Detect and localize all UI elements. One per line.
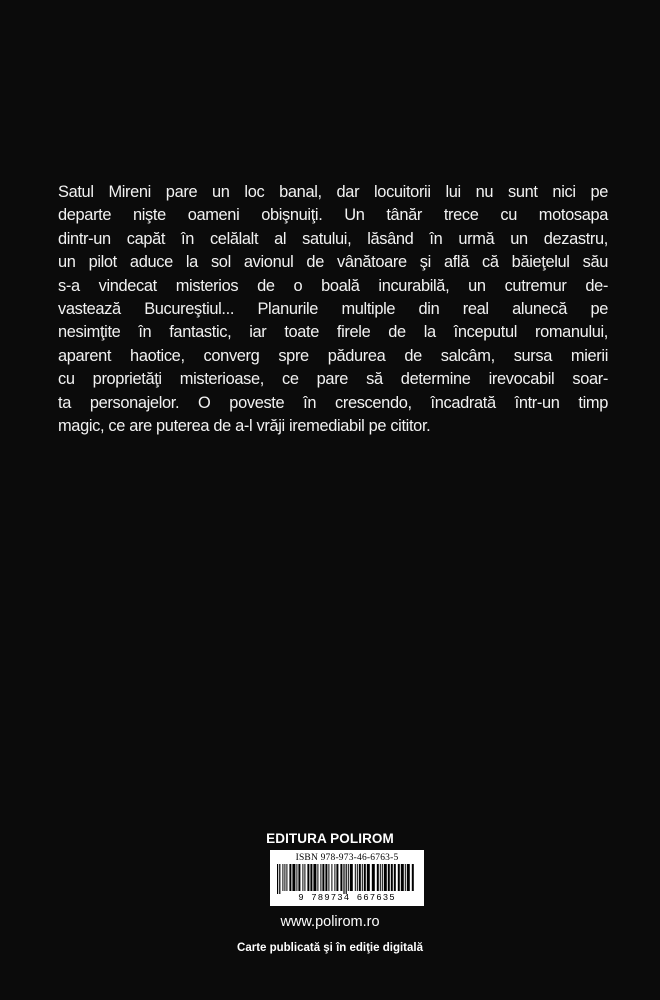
barcode-bar xyxy=(310,864,312,891)
barcode-bar xyxy=(348,864,349,891)
barcode-bar xyxy=(407,864,410,891)
barcode-bar xyxy=(320,864,321,891)
barcode-bar xyxy=(304,864,305,891)
barcode-bar xyxy=(357,864,358,891)
barcode-bar xyxy=(401,864,404,891)
barcode-bar xyxy=(286,864,287,891)
barcode-bar xyxy=(328,864,329,891)
barcode-bar xyxy=(282,864,283,891)
blurb-text xyxy=(58,181,608,438)
barcode-bar xyxy=(382,864,383,891)
blurb-line: nesimţite în fantastic, iar toate firele de la începutul romanului, xyxy=(58,323,608,342)
barcode-bar xyxy=(334,864,335,891)
barcode-bar xyxy=(355,864,356,891)
barcode-bar xyxy=(298,864,300,891)
blurb-line: ta personajelor. O poveste în crescendo, încadrată într-un timp xyxy=(58,393,608,412)
barcode-bar xyxy=(331,864,332,891)
barcode-bar xyxy=(313,864,316,891)
barcode-bar xyxy=(398,864,400,891)
barcode-bar xyxy=(377,864,379,891)
barcode-bar xyxy=(277,864,278,894)
barcode-bar xyxy=(388,864,390,891)
barcode-bar xyxy=(289,864,291,891)
blurb-line: cu proprietăţi misterioase, ce pare să determine irevocabil soar- xyxy=(58,370,608,389)
barcode-bar xyxy=(359,864,361,891)
barcode-bar xyxy=(412,864,414,891)
barcode-bar xyxy=(284,864,285,891)
barcode-digits: 9 789734 667635 xyxy=(298,893,396,903)
barcode-bar xyxy=(405,864,406,891)
barcode-bar xyxy=(340,864,342,891)
barcode-bars xyxy=(275,864,419,894)
isbn-label: ISBN 978-973-46-6763-5 xyxy=(295,853,399,863)
blurb-line: magic, ce are puterea de a-l vrăji iremediabil pe cititor. xyxy=(58,417,431,436)
blurb-line: departe nişte oameni obişnuiţi. Un tânăr trece cu motosapa xyxy=(58,206,608,225)
digital-edition-note: Carte publicată şi în ediţie digitală xyxy=(237,942,423,954)
barcode-bar xyxy=(362,864,363,891)
blurb-line: s-a vindecat misterios de o boală incurabilă, un cutremur de- xyxy=(58,276,608,295)
barcode-bar xyxy=(302,864,303,891)
barcode-bar xyxy=(336,864,338,891)
barcode-bar xyxy=(391,864,393,891)
blurb-line: Satul Mireni pare un loc banal, dar locuitorii lui nu sunt nici pe xyxy=(58,183,608,201)
barcode-bar xyxy=(346,864,347,894)
barcode-bar xyxy=(292,864,295,891)
publisher-website: www.polirom.ro xyxy=(280,914,380,930)
barcode-bar xyxy=(279,864,280,894)
barcode-bar xyxy=(372,864,375,891)
barcode-bar xyxy=(380,864,381,891)
blurb-line: vastează Bucureştiul... Planurile multiple din real alunecă pe xyxy=(58,300,608,319)
blurb-line: un pilot aduce la sol avionul de vânătoare şi află că băieţelul său xyxy=(58,253,608,272)
blurb-line: dintr-un capăt în celălalt al satului, lăsând în urmă un dezastru, xyxy=(58,229,608,248)
barcode-bar xyxy=(296,864,297,891)
barcode-bar xyxy=(322,864,324,891)
barcode-bar xyxy=(364,864,366,891)
publisher-name: EDITURA POLIROM xyxy=(266,831,394,846)
isbn-barcode xyxy=(270,850,424,906)
barcode-bar xyxy=(384,864,387,891)
blurb-line: aparent haotice, converg spre pădurea de salcâm, sursa mierii xyxy=(58,346,608,365)
barcode-bar xyxy=(367,864,370,891)
barcode-bar xyxy=(317,864,318,891)
barcode-bar xyxy=(307,864,309,891)
barcode-bar xyxy=(394,864,396,891)
barcode-bar xyxy=(350,864,353,891)
barcode-bar xyxy=(343,864,344,894)
barcode-bar xyxy=(325,864,327,891)
